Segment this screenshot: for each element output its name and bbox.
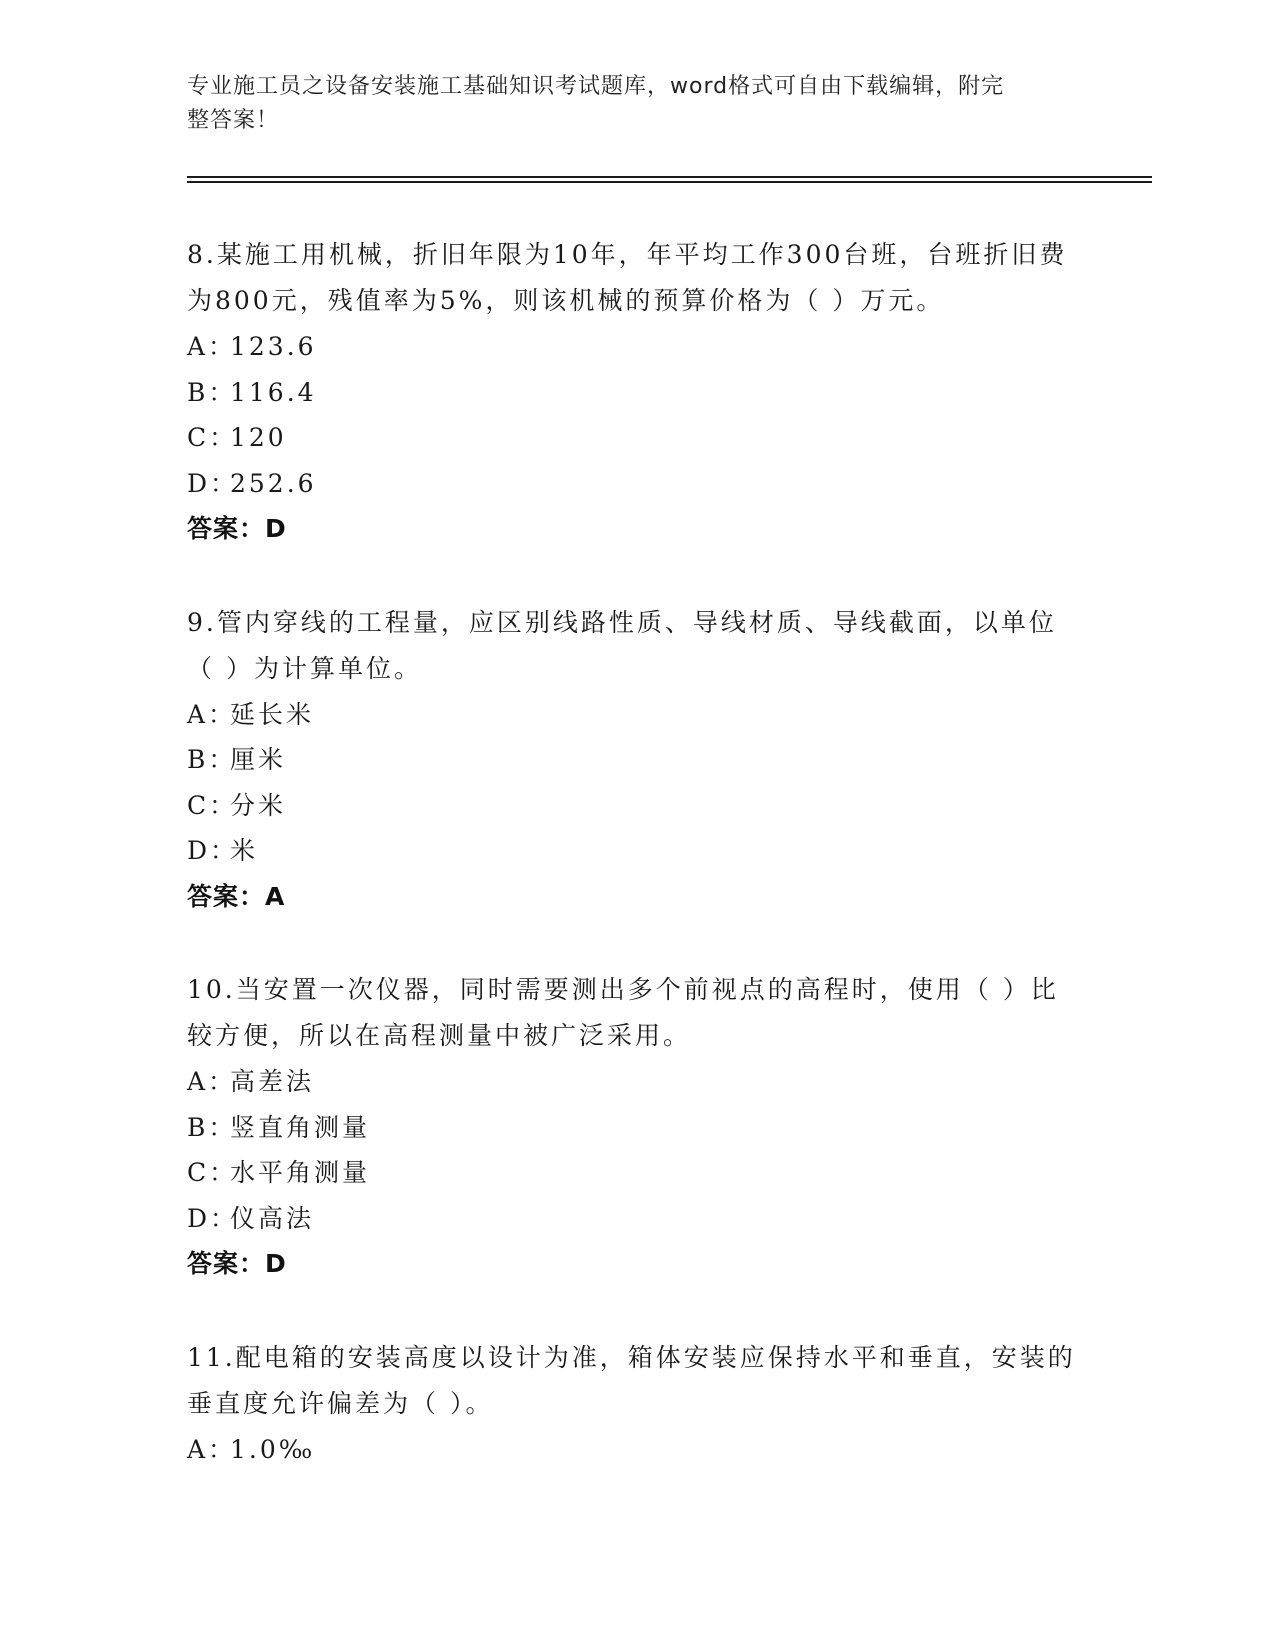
header-divider-bottom xyxy=(187,181,1152,183)
question-text xyxy=(187,967,1077,1059)
option-letter: A： xyxy=(187,332,237,361)
answer-label: 答案：D xyxy=(187,514,287,543)
option-letter: B： xyxy=(187,377,237,407)
option-letter: D： xyxy=(187,468,239,498)
option-text: 120 xyxy=(230,423,287,452)
question-text xyxy=(187,1335,1077,1427)
option-b xyxy=(187,737,1087,783)
question-10 xyxy=(187,967,1087,1287)
question-9 xyxy=(187,600,1087,920)
option-b xyxy=(187,370,1087,416)
option-b xyxy=(187,1105,1087,1151)
question-body: 配电箱的安装高度以设计为准，箱体安装应保持水平和垂直，安装的垂直度允许偏差为（ ）。 xyxy=(187,1342,1076,1418)
option-a xyxy=(187,1059,1087,1105)
question-number: 8. xyxy=(187,240,217,269)
header-line-2: 整答案！ xyxy=(187,108,280,133)
header-line-1: 专业施工员之设备安装施工基础知识考试题库，word格式可自由下载编辑，附完 xyxy=(187,74,1005,99)
question-8 xyxy=(187,232,1087,552)
option-text: 分米 xyxy=(230,790,287,820)
option-c xyxy=(187,1150,1087,1196)
option-letter: D： xyxy=(187,1203,239,1233)
option-letter: B： xyxy=(187,745,237,774)
option-text: 米 xyxy=(230,836,259,865)
question-text xyxy=(187,232,1077,324)
option-a xyxy=(187,324,1087,370)
question-list xyxy=(187,232,1087,1520)
answer-label: 答案：D xyxy=(187,1249,287,1278)
option-letter: C： xyxy=(187,1158,238,1187)
option-text: 116.4 xyxy=(230,377,317,407)
option-letter: D： xyxy=(187,836,239,865)
option-d xyxy=(187,1196,1087,1242)
option-text: 1.0‰ xyxy=(230,1434,316,1464)
option-c xyxy=(187,415,1087,461)
option-letter: A： xyxy=(187,699,237,729)
option-d xyxy=(187,461,1087,507)
document-header xyxy=(187,70,1067,138)
question-number: 9. xyxy=(187,607,217,637)
option-text: 竖直角测量 xyxy=(230,1112,371,1142)
question-number: 10. xyxy=(187,975,236,1004)
header-divider-top xyxy=(187,176,1152,178)
option-letter: C： xyxy=(187,790,238,820)
option-text: 延长米 xyxy=(230,699,315,729)
question-text xyxy=(187,600,1077,692)
question-11 xyxy=(187,1335,1087,1473)
option-text: 高差法 xyxy=(230,1067,315,1096)
option-letter: B： xyxy=(187,1112,237,1142)
option-c xyxy=(187,783,1087,829)
option-text: 厘米 xyxy=(230,745,287,774)
option-letter: A： xyxy=(187,1434,237,1464)
option-a xyxy=(187,692,1087,738)
option-a xyxy=(187,1427,1087,1473)
question-body: 当安置一次仪器，同时需要测出多个前视点的高程时，使用（ ）比较方便，所以在高程测量中被广泛采用。 xyxy=(187,975,1059,1050)
option-letter: A： xyxy=(187,1067,237,1096)
answer-label: 答案：A xyxy=(187,881,286,911)
option-text: 252.6 xyxy=(230,468,317,498)
option-letter: C： xyxy=(187,423,238,452)
option-text: 水平角测量 xyxy=(230,1158,371,1187)
question-body: 管内穿线的工程量，应区别线路性质、导线材质、导线截面，以单位（ ）为计算单位。 xyxy=(187,607,1057,683)
option-text: 123.6 xyxy=(230,332,317,361)
option-d xyxy=(187,828,1087,874)
question-body: 某施工用机械，折旧年限为10年，年平均工作300台班，台班折旧费为800元，残值率为5%，则该机械的预算价格为（ ）万元。 xyxy=(187,240,1068,315)
question-number: 11. xyxy=(187,1342,236,1372)
option-text: 仪高法 xyxy=(230,1203,315,1233)
